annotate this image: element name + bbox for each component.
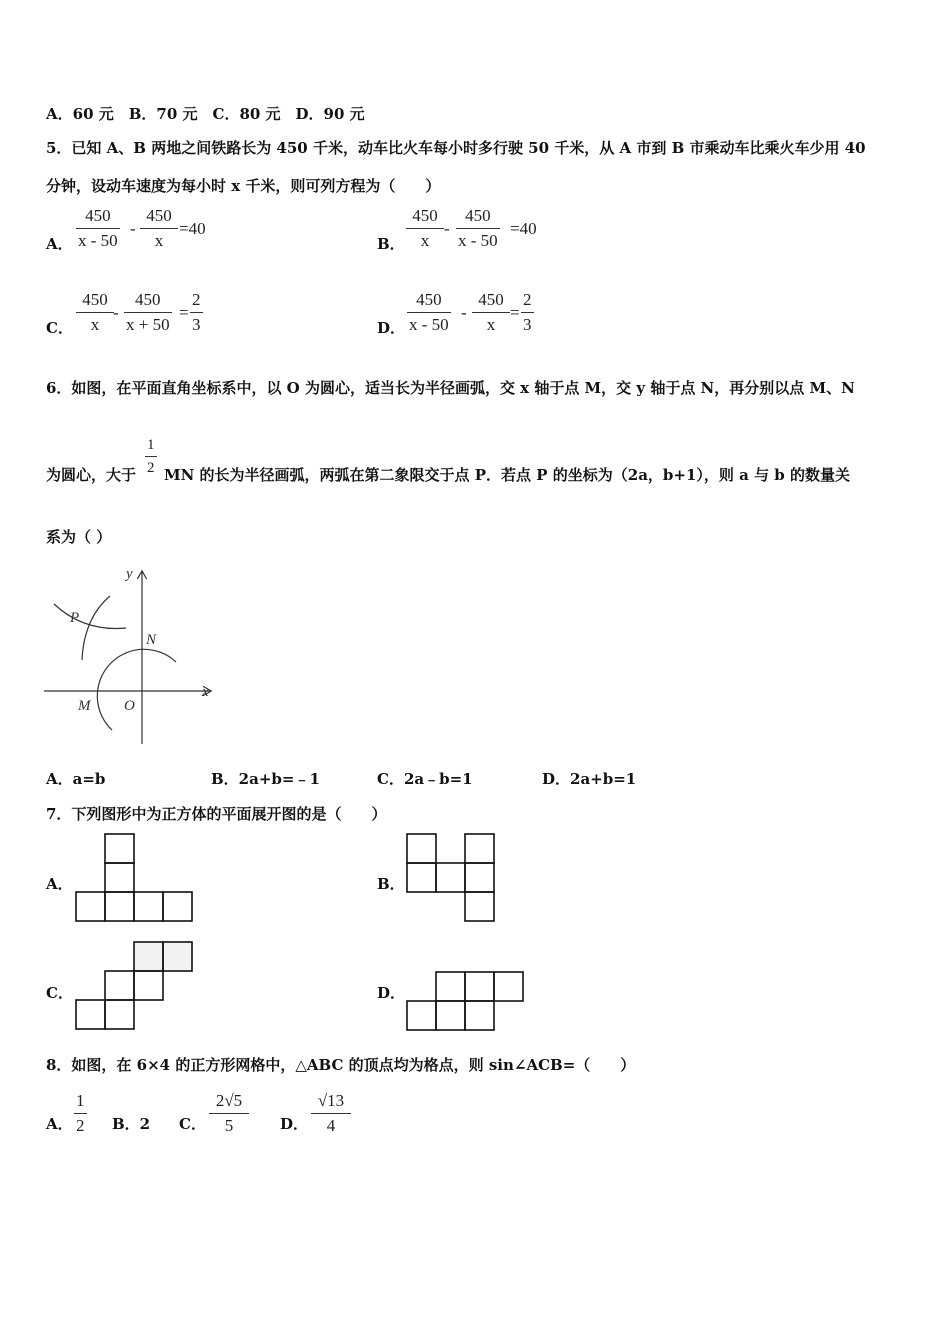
denominator: x bbox=[472, 312, 510, 335]
q5-stem-line1: 5．已知 A、B 两地之间铁路长为 450 千米，动车比火车每小时多行驶 50 千米，从 A 市到 B 市乘动车比乘火车少用 40 bbox=[46, 139, 866, 157]
q7-net-b bbox=[406, 833, 498, 925]
minus-sign: - bbox=[130, 219, 136, 238]
q5-d-frac1 bbox=[407, 290, 451, 335]
q5-d-frac2 bbox=[472, 290, 510, 335]
q7-option-c-label: C． bbox=[46, 984, 73, 1002]
q5-c-frac2 bbox=[124, 290, 172, 335]
numerator: 450 bbox=[478, 290, 504, 309]
q6-option-b: B．2a+b=﹣1 bbox=[211, 770, 320, 788]
equals-sign: = bbox=[179, 303, 189, 322]
q4-options: A．60 元 B．70 元 C．80 元 D．90 元 bbox=[46, 105, 365, 123]
q6-coordinate-figure bbox=[40, 562, 230, 747]
label-p: P bbox=[70, 610, 80, 626]
denominator: x bbox=[140, 228, 178, 251]
q5-b-frac2 bbox=[456, 206, 500, 251]
q8-c-frac bbox=[209, 1091, 249, 1136]
numerator: 450 bbox=[85, 206, 111, 225]
q7-net-d bbox=[406, 971, 528, 1033]
minus-sign: - bbox=[444, 219, 450, 238]
q5-d-frac3 bbox=[521, 290, 534, 335]
denominator: x + 50 bbox=[124, 312, 172, 335]
q5-a-frac1 bbox=[76, 206, 120, 251]
numerator: 450 bbox=[146, 206, 172, 225]
denominator: 2 bbox=[145, 456, 157, 477]
denominator: 2 bbox=[74, 1113, 87, 1136]
denominator: 3 bbox=[190, 312, 203, 335]
denominator: x bbox=[406, 228, 444, 251]
minus-sign: - bbox=[113, 303, 119, 322]
q6-stem-line2-post: MN 的长为半径画弧，两弧在第二象限交于点 P．若点 P 的坐标为（2a，b+1），则 a 与 b 的数量关 bbox=[164, 466, 851, 484]
q8-option-d-label: D． bbox=[280, 1115, 309, 1133]
q6-option-a: A．a=b bbox=[46, 770, 106, 788]
denominator: x - 50 bbox=[407, 312, 451, 335]
numerator: 2√5 bbox=[215, 1091, 243, 1110]
q6-half-fraction bbox=[145, 436, 157, 477]
arc-from-n bbox=[54, 604, 126, 629]
arc-centered-o bbox=[97, 649, 176, 730]
q7-net-a bbox=[76, 833, 196, 923]
q5-c-frac1 bbox=[76, 290, 114, 335]
q5-option-d-label: D． bbox=[377, 319, 406, 337]
equals-40: =40 bbox=[510, 219, 537, 238]
q5-option-c-label: C． bbox=[46, 319, 73, 337]
denominator: x bbox=[76, 312, 114, 335]
q5-option-a-label: A． bbox=[46, 235, 73, 253]
numerator: 450 bbox=[416, 290, 442, 309]
label-o: O bbox=[124, 698, 135, 714]
numerator: √13 bbox=[317, 1091, 345, 1110]
denominator: 3 bbox=[521, 312, 534, 335]
q5-c-frac3 bbox=[190, 290, 203, 335]
denominator: x - 50 bbox=[456, 228, 500, 251]
numerator: 450 bbox=[412, 206, 438, 225]
q7-option-a-label: A． bbox=[46, 875, 73, 893]
minus-sign: - bbox=[461, 303, 467, 322]
numerator: 1 bbox=[76, 1091, 85, 1110]
numerator: 2 bbox=[192, 290, 201, 309]
numerator: 2 bbox=[523, 290, 532, 309]
label-n: N bbox=[146, 632, 157, 648]
q5-option-b-label: B． bbox=[377, 235, 405, 253]
q6-stem-line2-pre: 为圆心，大于 bbox=[46, 466, 137, 484]
q7-option-b-label: B． bbox=[377, 875, 405, 893]
numerator: 450 bbox=[82, 290, 108, 309]
numerator: 1 bbox=[147, 437, 155, 453]
denominator: 4 bbox=[311, 1113, 351, 1136]
q5-a-frac2 bbox=[140, 206, 178, 251]
numerator: 450 bbox=[465, 206, 491, 225]
denominator: 5 bbox=[209, 1113, 249, 1136]
q8-stem-line1: 8．如图，在 6×4 的正方形网格中，△ABC 的顶点均为格点，则 sin∠ACB=（ ） bbox=[46, 1056, 636, 1074]
q8-d-frac bbox=[311, 1091, 351, 1136]
q6-option-d: D．2a+b=1 bbox=[542, 770, 637, 788]
q5-stem-line2: 分钟，设动车速度为每小时 x 千米，则可列方程为（ ） bbox=[46, 177, 441, 195]
q7-option-d-label: D． bbox=[377, 984, 406, 1002]
q7-net-c bbox=[76, 941, 196, 1033]
q8-option-b: B．2 bbox=[112, 1115, 151, 1133]
label-m: M bbox=[78, 698, 91, 714]
numerator: 450 bbox=[135, 290, 161, 309]
q6-stem-line1: 6．如图，在平面直角坐标系中，以 O 为圆心，适当长为半径画弧，交 x 轴于点 M，交 y 轴于点 N，再分别以点 M、N bbox=[46, 379, 855, 397]
denominator: x - 50 bbox=[76, 228, 120, 251]
q8-option-c-label: C． bbox=[179, 1115, 206, 1133]
q6-stem-line3: 系为（ ） bbox=[46, 528, 112, 546]
q6-option-c: C．2a﹣b=1 bbox=[377, 770, 473, 788]
q7-stem-line1: 7．下列图形中为正方体的平面展开图的是（ ） bbox=[46, 805, 387, 823]
q5-b-frac1 bbox=[406, 206, 444, 251]
label-y: y bbox=[126, 566, 133, 582]
q8-option-a-label: A． bbox=[46, 1115, 73, 1133]
equals-40: =40 bbox=[179, 219, 206, 238]
q8-a-frac bbox=[74, 1091, 87, 1136]
equals-sign: = bbox=[510, 303, 520, 322]
label-x: x bbox=[202, 684, 209, 700]
